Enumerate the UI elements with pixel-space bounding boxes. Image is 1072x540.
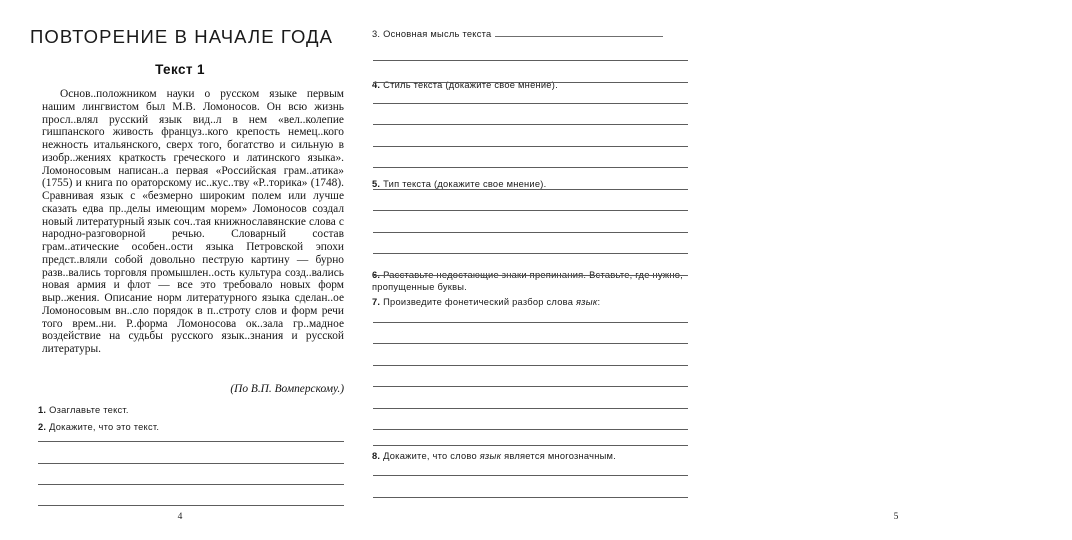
question-keyword-8: язык xyxy=(479,451,502,461)
answer-rule-left[interactable] xyxy=(38,441,344,442)
question-number-6: 6. xyxy=(372,270,381,280)
answer-rule-left[interactable] xyxy=(38,505,344,506)
question-item-1 xyxy=(38,404,344,416)
answer-rule-right[interactable] xyxy=(373,232,688,233)
question-text-2: Докажите, что это текст. xyxy=(49,422,160,432)
question-keyword-7: язык xyxy=(575,297,598,307)
answer-rule-right[interactable] xyxy=(373,429,688,430)
answer-rule-right[interactable] xyxy=(373,343,688,344)
question-item-6 xyxy=(372,269,690,293)
answer-rule-right[interactable] xyxy=(373,365,688,366)
answer-rule-right[interactable] xyxy=(373,497,688,498)
answer-rule-right[interactable] xyxy=(373,275,688,276)
question-text-7-after: : xyxy=(597,297,601,307)
question-item-4 xyxy=(372,79,690,91)
question-text-8-before: Докажите, что слово xyxy=(383,451,480,461)
page-number-right: 5 xyxy=(893,512,899,522)
question-text-6: Расставьте недостающие знаки препинания. Вставьте, где нужно, пропущенные буквы. xyxy=(372,270,683,293)
question-text-7-before: Произведите фонетический разбор слова xyxy=(383,297,576,307)
question-number-1: 1. xyxy=(38,405,47,415)
right-page xyxy=(360,0,899,540)
passage-attribution: (По В.П. Вомперскому.) xyxy=(230,383,344,395)
question-number-2: 2. xyxy=(38,422,47,432)
reading-passage: Основ..положником науки о русском языке первым нашим лингвистом был М.В. Ломоносов. Он всю жизнь просл..влял русский язык вид..л в нем «вел..колепие гишпанского живость француз..кого крепость немец..кого нежность итальянского, сверх того, богатство и сильную в изобр..жениях краткость греческого и латинского языка». Ломоносовым написан..а первая «Российская грам..атика» (1755) и книга по ораторскому ис..кус..тву «Р..торика» (1748). Сравнивая язык с «безмерно широким полем или лучше сказать едва пр..делы имеющим морем» Ломоносов создал новый литературный язык соч..тая книжнославянские слова с народно-разговорной речью. Словарный состав грам..атические особен..ости языка Петровской эпохи предст..вляли собой довольно пеструю картину — бурно разв..вались торговля промышлен..ость культура созд..вались новая армия и флот — все это требовало новых форм выр..жения. Описание норм литературного языка сделан..ое Ломоносовым вн..сло порядок в п..строту слов и форм речи того врем..ни. Р..форма Ломоносова ок..зала гр..мадное воздействие на судьбы русского язык..знания и русской литературы. xyxy=(42,88,344,355)
answer-rule-right[interactable] xyxy=(373,408,688,409)
answer-rule-right[interactable] xyxy=(373,60,688,61)
question-number-5: 5. xyxy=(372,179,381,189)
answer-rule-right[interactable] xyxy=(373,189,688,190)
answer-rule-right[interactable] xyxy=(373,210,688,211)
question-text-1: Озаглавьте текст. xyxy=(49,405,129,415)
answer-rule-right[interactable] xyxy=(373,386,688,387)
answer-rule-right[interactable] xyxy=(373,475,688,476)
question-text-3: Основная мысль текста xyxy=(383,29,492,39)
question-item-3 xyxy=(372,28,690,40)
page-title: ПОВТОРЕНИЕ В НАЧАЛЕ ГОДА xyxy=(30,26,334,47)
answer-rule-right[interactable] xyxy=(373,124,688,125)
question-number-3: 3. xyxy=(372,29,381,39)
question-number-4: 4. xyxy=(372,80,381,90)
answer-rule-right[interactable] xyxy=(373,103,688,104)
page-number-left: 4 xyxy=(177,512,183,522)
question-item-2 xyxy=(38,421,344,433)
question-item-7 xyxy=(372,296,690,308)
text-section-heading: Текст 1 xyxy=(155,62,205,77)
question-text-4: Стиль текста (докажите свое мнение). xyxy=(383,80,558,90)
question-text-5: Тип текста (докажите свое мнение). xyxy=(383,179,547,189)
answer-rule-right[interactable] xyxy=(373,167,688,168)
question-number-8: 8. xyxy=(372,451,381,461)
question-text-8-after: является многозначным. xyxy=(501,451,617,461)
answer-rule-right[interactable] xyxy=(373,445,688,446)
answer-rule-right[interactable] xyxy=(373,322,688,323)
answer-rule-right[interactable] xyxy=(373,253,688,254)
question-number-7: 7. xyxy=(372,297,381,307)
answer-rule-right[interactable] xyxy=(373,146,688,147)
answer-rule-left[interactable] xyxy=(38,463,344,464)
answer-rule-inline-3[interactable] xyxy=(495,28,663,37)
question-item-8 xyxy=(372,450,690,462)
answer-rule-left[interactable] xyxy=(38,484,344,485)
left-page xyxy=(0,0,360,540)
answer-rule-right[interactable] xyxy=(373,82,688,83)
